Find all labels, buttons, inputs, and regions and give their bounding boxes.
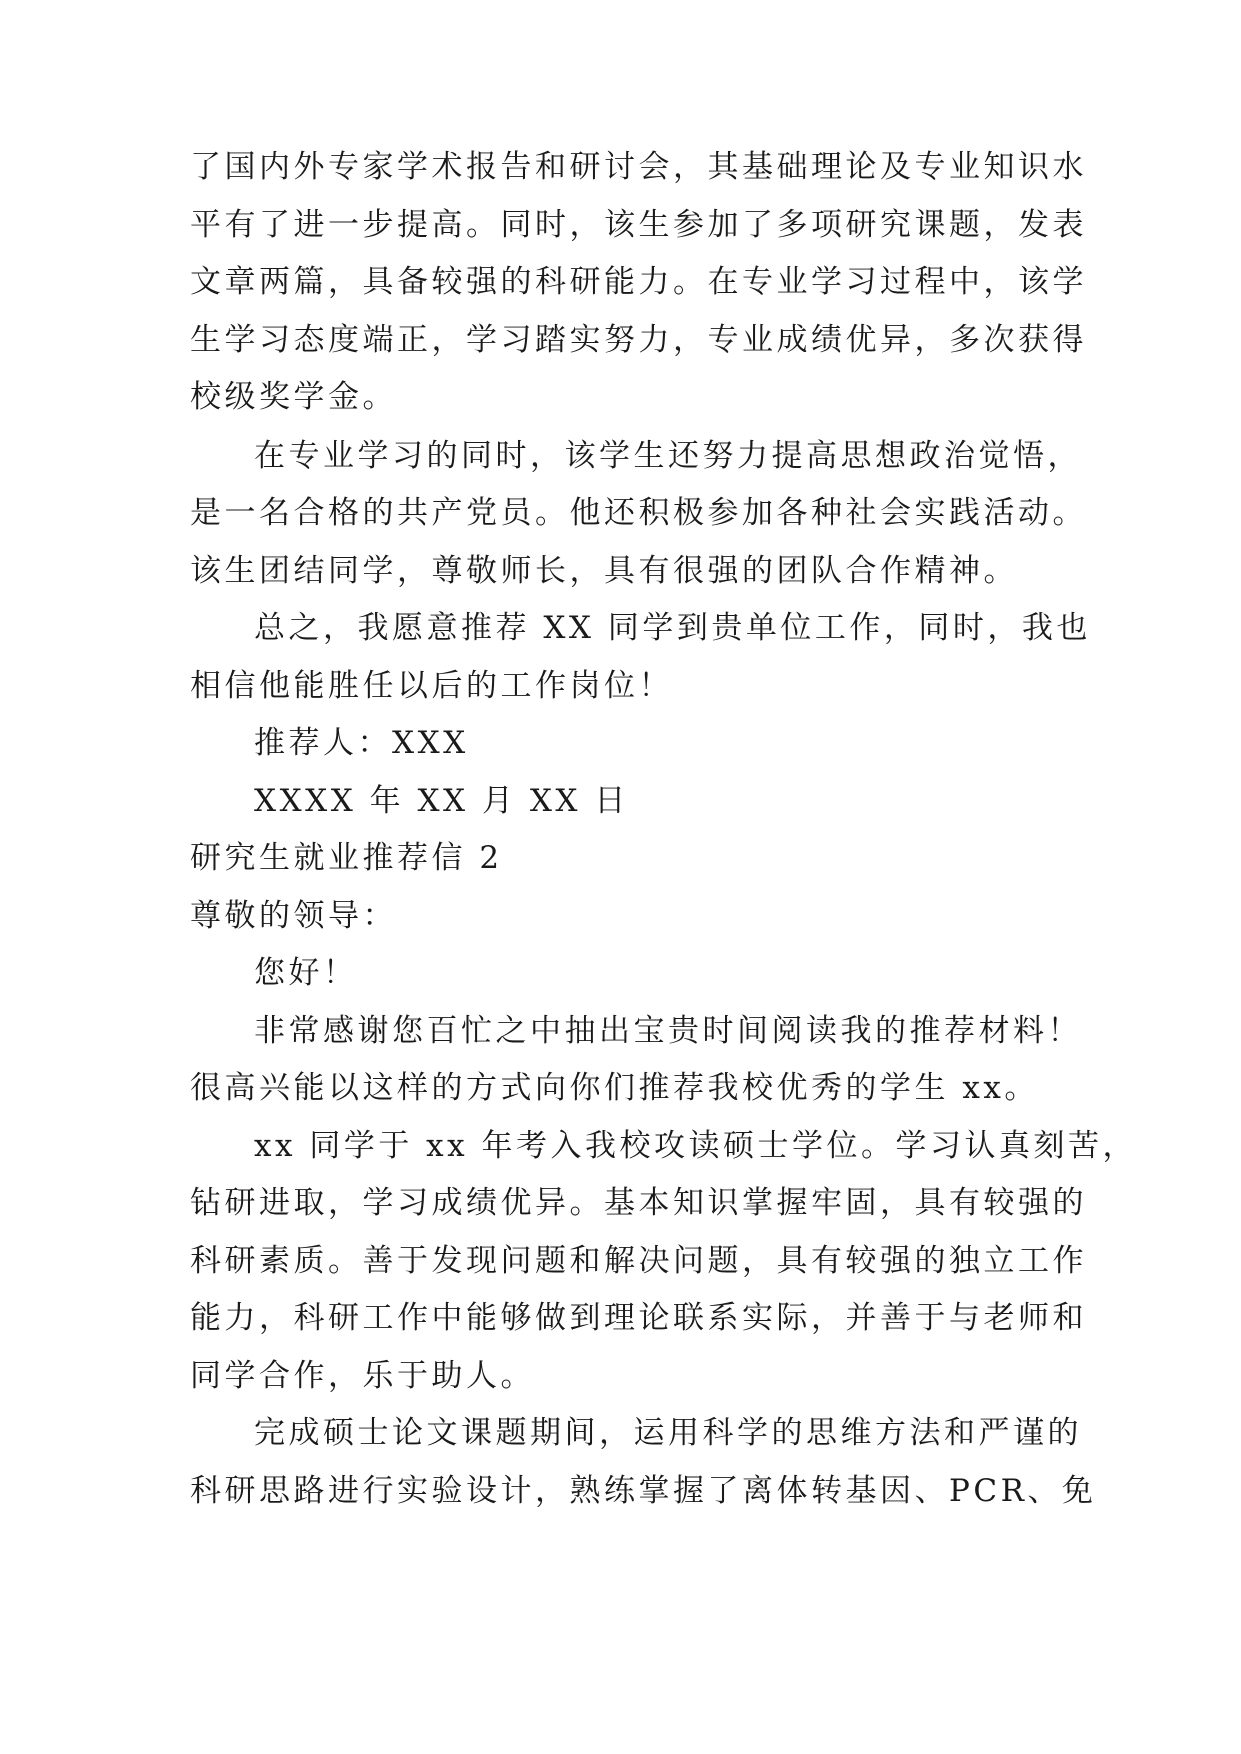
- letter-date: XXXX 年 XX 月 XX 日: [254, 783, 629, 819]
- section-heading: 研究生就业推荐信 2: [190, 840, 503, 876]
- body-line: 了国内外专家学术报告和研讨会，其基础理论及专业知识水: [190, 149, 1087, 185]
- recommender-signature: 推荐人：XXX: [254, 725, 469, 761]
- body-line: 是一名合格的共产党员。他还积极参加各种社会实践活动。: [190, 495, 1087, 531]
- body-line: 文章两篇，具备较强的科研能力。在专业学习过程中，该学: [190, 264, 1087, 300]
- body-line: 该生团结同学，尊敬师长，具有很强的团队合作精神。: [190, 553, 1018, 589]
- paragraph-first-line: 总之，我愿意推荐 XX 同学到贵单位工作，同时，我也: [254, 610, 1091, 646]
- paragraph-first-line: xx 同学于 xx 年考入我校攻读硕士学位。学习认真刻苦，: [254, 1128, 1137, 1164]
- salutation: 尊敬的领导：: [190, 898, 397, 934]
- body-line: 很高兴能以这样的方式向你们推荐我校优秀的学生 xx。: [190, 1070, 1039, 1106]
- body-line: 科研思路进行实验设计，熟练掌握了离体转基因、PCR、免: [190, 1473, 1097, 1509]
- body-line: 生学习态度端正，学习踏实努力，专业成绩优异，多次获得: [190, 322, 1087, 358]
- body-line: 能力，科研工作中能够做到理论联系实际，并善于与老师和: [190, 1300, 1087, 1336]
- body-line: 钻研进取，学习成绩优异。基本知识掌握牢固，具有较强的: [190, 1185, 1087, 1221]
- body-line: 同学合作，乐于助人。: [190, 1358, 535, 1394]
- paragraph-first-line: 在专业学习的同时，该学生还努力提高思想政治觉悟，: [254, 438, 1082, 474]
- paragraph-first-line: 非常感谢您百忙之中抽出宝贵时间阅读我的推荐材料！: [254, 1013, 1082, 1049]
- body-line: 校级奖学金。: [190, 379, 397, 415]
- body-line: 科研素质。善于发现问题和解决问题，具有较强的独立工作: [190, 1243, 1087, 1279]
- body-line: 平有了进一步提高。同时，该生参加了多项研究课题，发表: [190, 207, 1087, 243]
- paragraph-first-line: 完成硕士论文课题期间，运用科学的思维方法和严谨的: [254, 1415, 1082, 1451]
- greeting: 您好！: [254, 955, 358, 991]
- body-line: 相信他能胜任以后的工作岗位！: [190, 668, 673, 704]
